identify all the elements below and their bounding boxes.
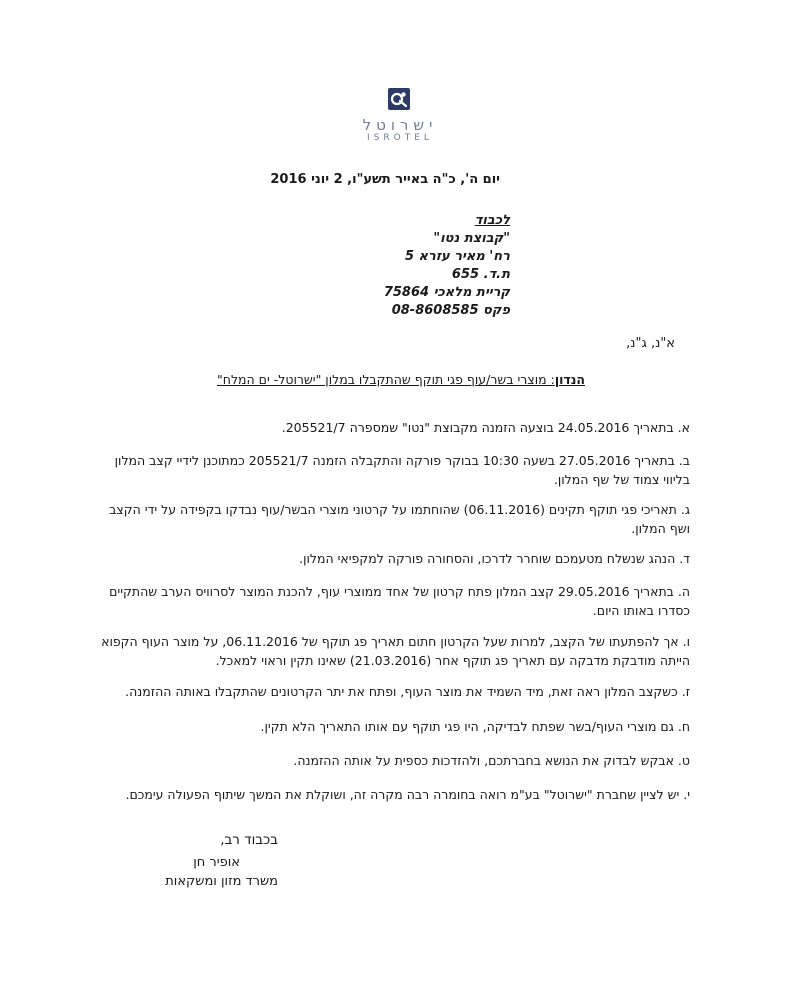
paragraph-h: ח. גם מוצרי העוף/בשר שפתח לבדיקה, היו פגי תוקף עם אותו התאריך הלא תקין.	[260, 719, 690, 734]
greeting: א"נ, ג"נ,	[626, 336, 675, 351]
paragraph-i: ט. אבקש לבדוק את הנושא בחברתכם, ולהזדכות כספית על אותה ההזמנה.	[293, 753, 690, 768]
paragraph-b: ב. בתאריך 27.05.2016 בשעה 10:30 בבוקר פורקה והתקבלה הזמנה 205521/7 כמתוכנן לידיי קצב המלון בליווי צמוד של שף המלון.	[114, 453, 690, 487]
paragraph-c: ג. תאריכי פגי תוקף תקינים (06.11.2016) שהוחתמו על קרטוני מוצרי הבשר/עוף נבדקו בקפידה על ידי הקצב ושף המלון.	[109, 502, 690, 536]
subject-text: : מוצרי בשר/עוף פגי תוקף שהתקבלו במלון "ישרוטל- ים המלח"	[217, 372, 555, 387]
paragraph-f: ו. אך להפתעתו של הקצב, למרות שעל הקרטון חתום תאריך פג תוקף של 06.11.2016, על מוצר העוף הקפוא הייתה מודבקת מדבקה עם תאריך פג תוקף אחר (21.03.2016) שאינו תקין וראוי למאכל.	[101, 634, 690, 668]
addressee-company: "קבוצת נטו"	[433, 231, 510, 246]
addressee-pobox: ת.ד. 655	[451, 267, 510, 282]
subject-line	[85, 372, 585, 387]
paragraph-d: ד. הנהג שנשלח מטעמכם שוחרר לדרכו, והסחורה פורקה למקפיאי המלון.	[299, 551, 690, 566]
logo-english-text: ISROTEL	[367, 133, 433, 143]
paragraph-e: ה. בתאריך 29.05.2016 קצב המלון פתח קרטון של אחד ממוצרי עוף, להכנת המוצר לסרוויס הערב שהתקיים כסדרו באותו היום.	[109, 584, 690, 618]
signature-closing: בכבוד רב,	[220, 832, 278, 848]
addressee-fax: פקס 08-8608585	[391, 303, 510, 318]
addressee-title: לכבוד	[474, 213, 510, 228]
addressee-street: רח' מאיר עזרא 5	[404, 249, 510, 264]
isrotel-logo	[352, 86, 448, 146]
paragraph-a: א. בתאריך 24.05.2016 בוצעה הזמנה מקבוצת "נטו" שמספרה 205521/7.	[281, 420, 690, 435]
signature-department: משרד מזון ומשקאות	[165, 874, 278, 889]
logo-hebrew-text: ישרוטל	[362, 116, 438, 134]
date-line: יום ה', כ"ה באייר תשע"ו, 2 יוני 2016	[270, 172, 500, 187]
paragraph-j: י. יש לציין שחברת "ישרוטל" בע"מ רואה בחומרה רבה מקרה זה, ושוקלת את המשך שיתוף הפעולה עימכם.	[125, 787, 690, 802]
signature-name: אופיר חן	[193, 855, 240, 870]
subject-label: הנדון	[554, 372, 585, 387]
isrotel-logo-mark-icon	[388, 88, 410, 110]
addressee-city: קריית מלאכי 75864	[383, 285, 510, 300]
paragraph-g: ז. כשקצב המלון ראה זאת, מיד השמיד את מוצר העוף, ופתח את יתר הקרטונים שהתקבלו באותה ההזמנה.	[125, 684, 690, 699]
